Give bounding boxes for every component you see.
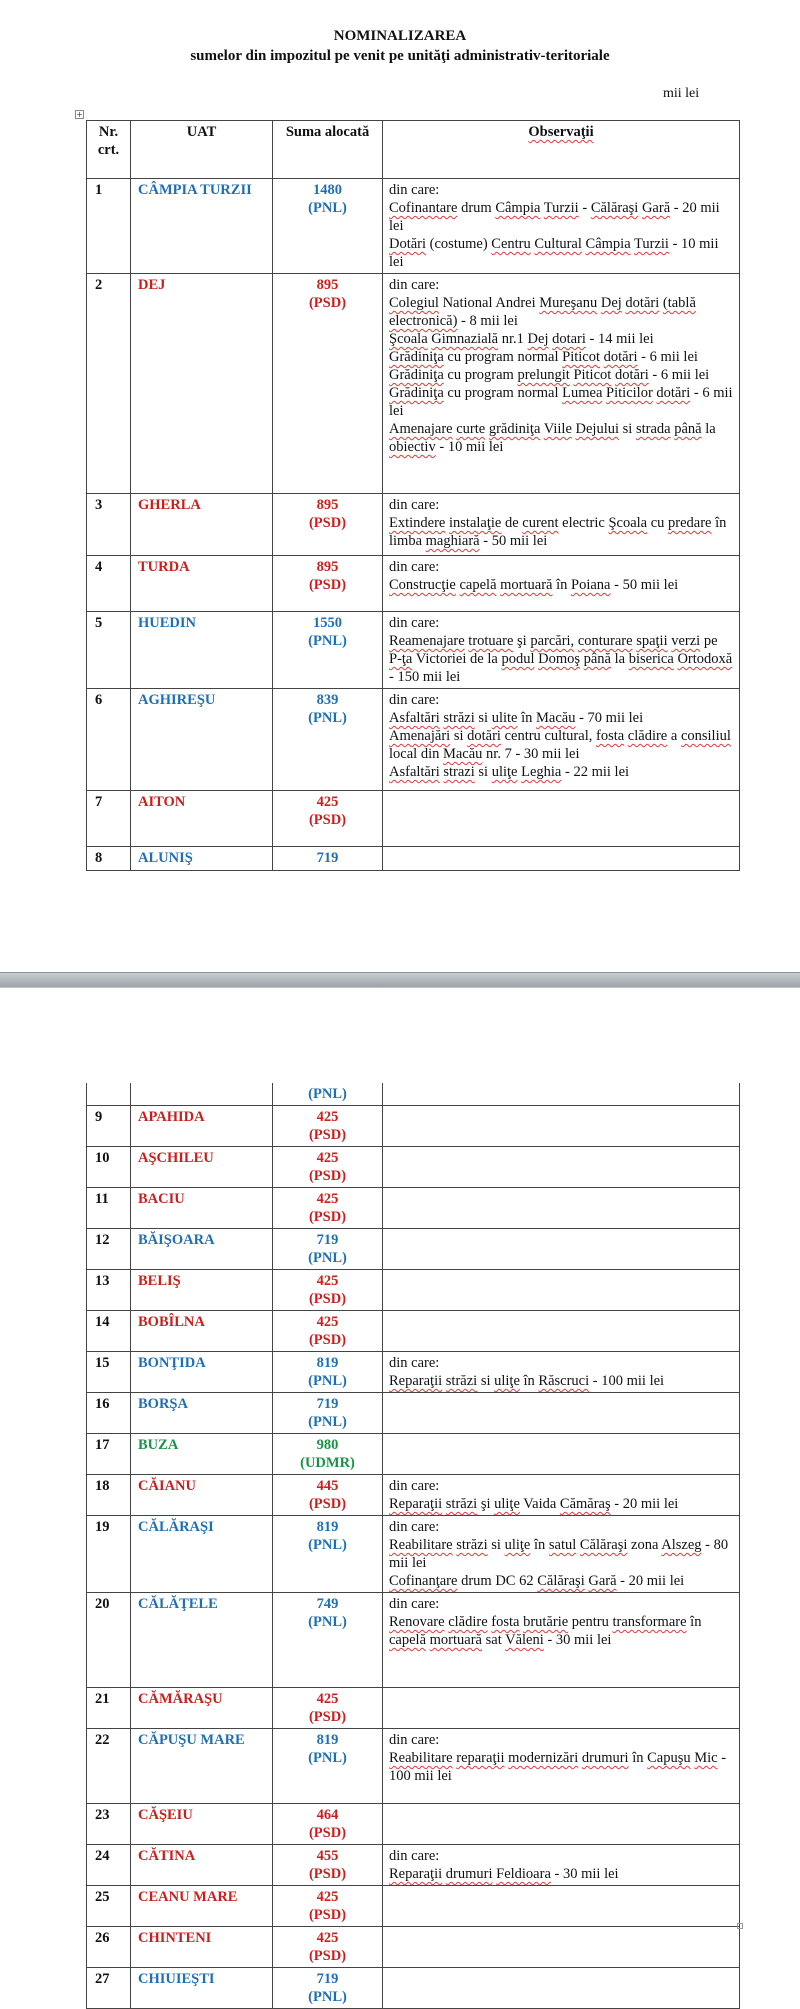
table-row	[87, 1106, 740, 1147]
amount-value: 819	[316, 1355, 339, 1371]
observations	[383, 1968, 740, 2009]
observations	[383, 1729, 740, 1804]
allocated-amount	[273, 1311, 383, 1352]
amount-value: 1550	[313, 615, 342, 631]
table-row	[87, 1147, 740, 1188]
observations	[383, 689, 740, 791]
allocated-amount	[273, 1188, 383, 1229]
header-uat: UAT	[131, 121, 273, 179]
row-number: 27	[87, 1968, 131, 2009]
amount-party: (PNL)	[308, 1537, 347, 1553]
obs-item: Grădiniţa cu program normal Piticot dotări - 6 mii lei	[389, 349, 698, 365]
row-number: 26	[87, 1927, 131, 1968]
allocated-amount	[273, 1845, 383, 1886]
table-row	[87, 689, 740, 791]
amount-value: 719	[316, 850, 339, 866]
allocated-amount	[273, 1927, 383, 1968]
allocated-amount	[273, 1593, 383, 1688]
uat-name: CÂMPIA TURZII	[131, 179, 273, 274]
obs-intro: din care:	[389, 182, 440, 198]
document-subtitle: sumelor din impozitul pe venit pe unităţi administrativ-teritoriale	[190, 48, 610, 64]
row-number: 15	[87, 1352, 131, 1393]
amount-party: (PSD)	[308, 1209, 347, 1225]
obs-item: Construcţie capelă mortuară în Poiana - 50 mii lei	[389, 577, 679, 593]
obs-item: Extindere instalaţie de curent electric Şcoala cu predare în limba maghiară - 50 mii lei	[389, 515, 727, 549]
row-number: 19	[87, 1516, 131, 1593]
allocated-amount	[273, 1688, 383, 1729]
obs-intro: din care:	[389, 1478, 440, 1494]
amount-party: (PSD)	[308, 577, 347, 593]
amount-party: (UDMR)	[300, 1455, 355, 1471]
uat-name: CĂŞEIU	[131, 1804, 273, 1845]
allocated-amount	[273, 1147, 383, 1188]
table-row	[87, 1729, 740, 1804]
amount-value: 749	[316, 1596, 339, 1612]
table-row	[87, 556, 740, 612]
uat-name: CĂTINA	[131, 1845, 273, 1886]
table-row	[87, 1311, 740, 1352]
table-row	[87, 1845, 740, 1886]
amount-value: 895	[316, 559, 339, 575]
allocated-amount	[273, 1434, 383, 1475]
amount-value: 895	[316, 497, 339, 513]
obs-item: Renovare clădire fosta brutărie pentru transformare în capelă mortuară sat Văleni - 30 mii lei	[389, 1614, 702, 1648]
observations	[383, 494, 740, 556]
allocated-amount	[273, 791, 383, 847]
row-number: 22	[87, 1729, 131, 1804]
obs-item: Şcoala Gimnazială nr.1 Dej dotari - 14 mii lei	[389, 331, 654, 347]
obs-intro: din care:	[389, 1596, 440, 1612]
amount-value: 819	[316, 1519, 339, 1535]
uat-name: GHERLA	[131, 494, 273, 556]
uat-name: BĂIŞOARA	[131, 1229, 273, 1270]
amount-party: (PSD)	[308, 515, 347, 531]
amount-value: 455	[316, 1848, 339, 1864]
table-row	[87, 1593, 740, 1688]
amount-value: 1480	[313, 182, 342, 198]
amount-party: (PNL)	[308, 1373, 347, 1389]
row-number: 6	[87, 689, 131, 791]
row-number: 24	[87, 1845, 131, 1886]
amount-party: (PSD)	[308, 1168, 347, 1184]
table-row	[87, 1434, 740, 1475]
uat-name: CĂPUŞU MARE	[131, 1729, 273, 1804]
obs-item: Asfaltări strazi si uliţe Leghia - 22 mii lei	[389, 764, 630, 780]
observations	[383, 1516, 740, 1593]
amount-party: (PNL)	[308, 710, 347, 726]
observations	[383, 1147, 740, 1188]
allocation-table-page1	[86, 120, 740, 871]
table-move-handle-icon[interactable]: +	[76, 110, 83, 119]
observations	[383, 612, 740, 689]
row-number: 8	[87, 847, 131, 871]
obs-item: Grădiniţa cu program prelungit Piticot dotări - 6 mii lei	[389, 367, 710, 383]
obs-intro: din care:	[389, 1848, 440, 1864]
amount-party: (PSD)	[308, 1948, 347, 1964]
allocated-amount	[273, 1886, 383, 1927]
obs-item: Cofinanţare drum DC 62 Călăraşi Gară - 20 mii lei	[389, 1573, 685, 1589]
amount-party: (PSD)	[308, 1866, 347, 1882]
amount-value: 425	[316, 1109, 339, 1125]
obs-item: Dotări (costume) Centru Cultural Câmpia Turzii - 10 mii lei	[389, 236, 719, 270]
amount-value: 425	[316, 1314, 339, 1330]
observations	[383, 274, 740, 494]
row-number: 18	[87, 1475, 131, 1516]
allocated-amount	[273, 1106, 383, 1147]
observations	[383, 1475, 740, 1516]
observations	[383, 1106, 740, 1147]
amount-party: (PSD)	[308, 1332, 347, 1348]
amount-party-continuation: (PNL)	[273, 1083, 383, 1106]
uat-name: DEJ	[131, 274, 273, 494]
uat-name: TURDA	[131, 556, 273, 612]
row-number: 1	[87, 179, 131, 274]
amount-party: (PSD)	[308, 295, 347, 311]
row-number: 20	[87, 1593, 131, 1688]
amount-value: 425	[316, 1691, 339, 1707]
row-number: 14	[87, 1311, 131, 1352]
table-row	[87, 612, 740, 689]
uat-name: CEANU MARE	[131, 1886, 273, 1927]
obs-intro: din care:	[389, 1732, 440, 1748]
table-row	[87, 791, 740, 847]
allocated-amount	[273, 274, 383, 494]
row-number: 4	[87, 556, 131, 612]
end-of-cell-mark	[737, 1923, 743, 1929]
observations	[383, 1229, 740, 1270]
amount-party: (PSD)	[308, 1825, 347, 1841]
obs-item: Colegiul National Andrei Mureşanu Dej dotări (tablă electronică) - 8 mii lei	[389, 295, 696, 329]
uat-name: BUZA	[131, 1434, 273, 1475]
uat-name: CĂMĂRAŞU	[131, 1688, 273, 1729]
allocated-amount	[273, 612, 383, 689]
allocated-amount	[273, 494, 383, 556]
observations	[383, 556, 740, 612]
table-row	[87, 1886, 740, 1927]
allocated-amount	[273, 1229, 383, 1270]
table-row-continuation	[87, 1083, 740, 1106]
amount-value: 425	[316, 794, 339, 810]
uat-name: APAHIDA	[131, 1106, 273, 1147]
table-row	[87, 1516, 740, 1593]
uat-name: ALUNIŞ	[131, 847, 273, 871]
amount-value: 895	[316, 277, 339, 293]
uat-name: CĂLĂRAŞI	[131, 1516, 273, 1593]
amount-value: 980	[316, 1437, 339, 1453]
allocated-amount	[273, 689, 383, 791]
obs-item: Amenajare curte grădiniţa Viile Dejului si strada până la obiectiv - 10 mii lei	[389, 421, 716, 455]
amount-value: 839	[316, 692, 339, 708]
header-observatii: Observaţii	[383, 121, 740, 179]
amount-party: (PNL)	[308, 200, 347, 216]
amount-value: 445	[316, 1478, 339, 1494]
amount-party: (PNL)	[308, 1614, 347, 1630]
allocated-amount	[273, 556, 383, 612]
row-number: 3	[87, 494, 131, 556]
uat-name: CĂIANU	[131, 1475, 273, 1516]
amount-value: 425	[316, 1930, 339, 1946]
uat-name: HUEDIN	[131, 612, 273, 689]
amount-party: (PNL)	[308, 1750, 347, 1766]
observations	[383, 1688, 740, 1729]
amount-party: (PSD)	[308, 1127, 347, 1143]
amount-party: (PNL)	[308, 1989, 347, 2005]
uat-name: CHIUIEŞTI	[131, 1968, 273, 2009]
row-number: 23	[87, 1804, 131, 1845]
amount-value: 425	[316, 1273, 339, 1289]
amount-party: (PNL)	[308, 633, 347, 649]
header-nr: Nr. crt.	[87, 121, 131, 179]
allocated-amount	[273, 847, 383, 871]
amount-party: (PNL)	[308, 1250, 347, 1266]
table-row	[87, 1229, 740, 1270]
row-number: 9	[87, 1106, 131, 1147]
obs-intro: din care:	[389, 1355, 440, 1371]
row-number: 2	[87, 274, 131, 494]
table-row	[87, 274, 740, 494]
observations	[383, 1927, 740, 1968]
table-row	[87, 1270, 740, 1311]
amount-value: 719	[316, 1971, 339, 1987]
amount-value: 425	[316, 1191, 339, 1207]
uat-name: BELIŞ	[131, 1270, 273, 1311]
row-number: 5	[87, 612, 131, 689]
obs-item: Asfaltări străzi si ulite în Macău - 70 mii lei	[389, 710, 644, 726]
amount-value: 719	[316, 1232, 339, 1248]
amount-party: (PSD)	[308, 1496, 347, 1512]
amount-party: (PNL)	[308, 1414, 347, 1430]
obs-intro: din care:	[389, 277, 440, 293]
observations	[383, 1593, 740, 1688]
page-break-separator	[0, 972, 800, 988]
table-row	[87, 1188, 740, 1229]
row-number: 17	[87, 1434, 131, 1475]
uat-name: BACIU	[131, 1188, 273, 1229]
amount-party: (PSD)	[308, 1907, 347, 1923]
row-number: 7	[87, 791, 131, 847]
row-number: 10	[87, 1147, 131, 1188]
uat-name: CĂLĂŢELE	[131, 1593, 273, 1688]
table-row	[87, 847, 740, 871]
document-title: NOMINALIZAREA	[333, 28, 467, 44]
row-number: 25	[87, 1886, 131, 1927]
allocated-amount	[273, 1968, 383, 2009]
allocated-amount	[273, 1804, 383, 1845]
amount-value: 425	[316, 1889, 339, 1905]
allocated-amount	[273, 1352, 383, 1393]
uat-name: AGHIREŞU	[131, 689, 273, 791]
observations	[383, 847, 740, 871]
uat-name: BORŞA	[131, 1393, 273, 1434]
uat-name: BONŢIDA	[131, 1352, 273, 1393]
table-row	[87, 1927, 740, 1968]
allocated-amount	[273, 1729, 383, 1804]
table-row	[87, 179, 740, 274]
obs-item: Grădiniţa cu program normal Lumea Piticilor dotări - 6 mii lei	[389, 385, 733, 419]
table-row	[87, 1688, 740, 1729]
obs-intro: din care:	[389, 615, 440, 631]
table-row	[87, 1968, 740, 2009]
unit-label: mii lei	[663, 86, 700, 101]
obs-item: Reabilitare străzi si uliţe în satul Călăraşi zona Alszeg - 80 mii lei	[389, 1537, 729, 1571]
amount-party: (PSD)	[308, 1291, 347, 1307]
uat-name: CHINTENI	[131, 1927, 273, 1968]
observations	[383, 791, 740, 847]
uat-name: AITON	[131, 791, 273, 847]
amount-value: 819	[316, 1732, 339, 1748]
obs-item: Amenajări si dotări centru cultural, fosta clădire a consiliul local din Macău nr. 7 - 30 mii lei	[389, 728, 731, 762]
observations	[383, 1804, 740, 1845]
observations	[383, 1352, 740, 1393]
observations	[383, 1311, 740, 1352]
amount-party: (PSD)	[308, 812, 347, 828]
allocated-amount	[273, 179, 383, 274]
obs-intro: din care:	[389, 497, 440, 513]
observations	[383, 1270, 740, 1311]
header-suma: Suma alocată	[273, 121, 383, 179]
uat-name: BOBÎLNA	[131, 1311, 273, 1352]
obs-item: Cofinantare drum Câmpia Turzii - Călăraşi Gară - 20 mii lei	[389, 200, 720, 234]
amount-value: 464	[316, 1807, 339, 1823]
observations	[383, 1845, 740, 1886]
obs-item: Reamenajare trotuare şi parcări, conturare spaţii verzi pe P-ţa Victoriei de la podul Domoş până la biserica Ortodoxă - 150 mii lei	[389, 633, 733, 685]
row-number: 12	[87, 1229, 131, 1270]
observations	[383, 1393, 740, 1434]
observations	[383, 1188, 740, 1229]
observations	[383, 1886, 740, 1927]
obs-item: Reabilitare reparaţii modernizări drumuri în Capuşu Mic - 100 mii lei	[389, 1750, 727, 1784]
allocated-amount	[273, 1393, 383, 1434]
table-row	[87, 1352, 740, 1393]
obs-item: Reparaţii străzi si uliţe în Răscruci - 100 mii lei	[389, 1373, 665, 1389]
observations	[383, 179, 740, 274]
observations	[383, 1434, 740, 1475]
allocated-amount	[273, 1475, 383, 1516]
amount-party: (PSD)	[308, 1709, 347, 1725]
allocated-amount	[273, 1516, 383, 1593]
obs-intro: din care:	[389, 1519, 440, 1535]
table-row	[87, 494, 740, 556]
row-number: 16	[87, 1393, 131, 1434]
amount-value: 719	[316, 1396, 339, 1412]
table-row	[87, 1475, 740, 1516]
table-row	[87, 1393, 740, 1434]
allocated-amount	[273, 1270, 383, 1311]
allocation-table-page2	[86, 1083, 740, 2009]
obs-intro: din care:	[389, 692, 440, 708]
obs-item: Reparaţii drumuri Feldioara - 30 mii lei	[389, 1866, 619, 1882]
obs-item: Reparaţii străzi şi uliţe Vaida Cămăraş - 20 mii lei	[389, 1496, 679, 1512]
row-number: 11	[87, 1188, 131, 1229]
table-row	[87, 1804, 740, 1845]
uat-name: AŞCHILEU	[131, 1147, 273, 1188]
row-number: 21	[87, 1688, 131, 1729]
row-number: 13	[87, 1270, 131, 1311]
amount-value: 425	[316, 1150, 339, 1166]
obs-intro: din care:	[389, 559, 440, 575]
